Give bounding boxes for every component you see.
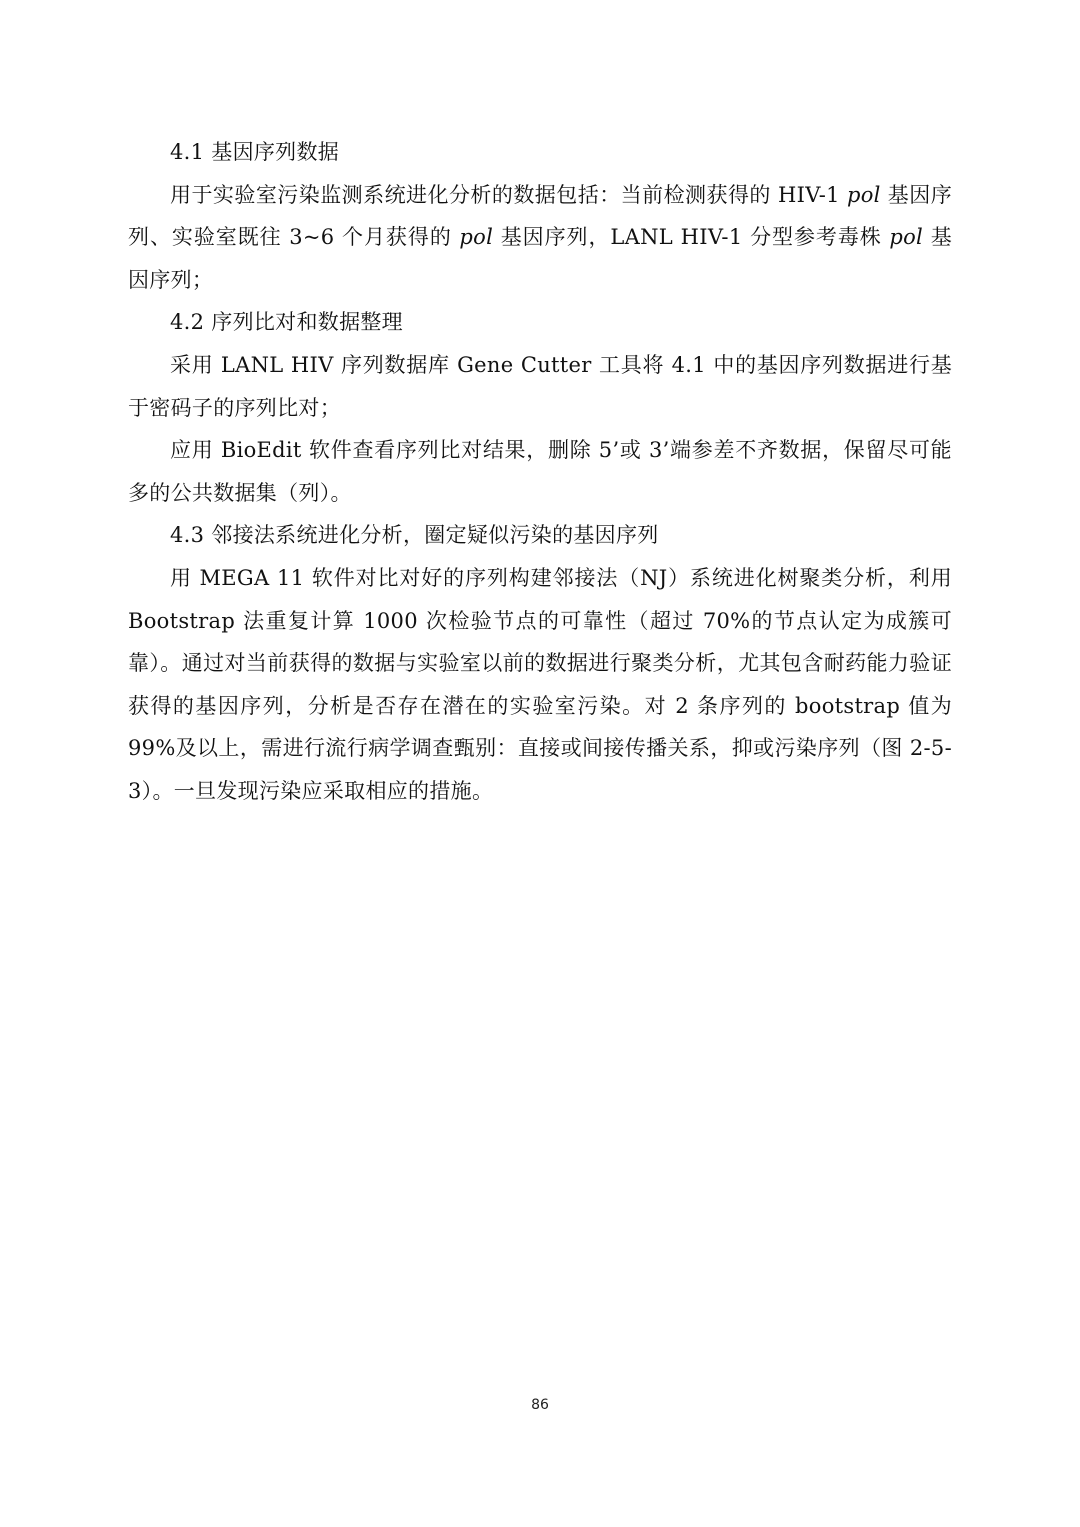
document-body <box>128 131 952 813</box>
body-paragraph <box>128 174 952 302</box>
body-paragraph <box>128 557 952 813</box>
text-segment: 用于实验室污染监测系统进化分析的数据包括：当前检测获得的 HIV-1 <box>170 182 847 207</box>
text-segment: 基因序列、实验室既往 3~6 个月获得的 <box>128 182 953 250</box>
text-segment: 用 MEGA 11 软件对比对好的序列构建邻接法（NJ）系统进化树聚类分析，利用 Bootstrap 法重复计算 1000 次检验节点的可靠性（超过 70%的节点认定为成簇可靠）。通过对当前获得的数据与实验室以前的数据进行聚类分析，尤其包含耐药能力验证获得的基因序列，分析是否存在潜在的实验室污染。对 2 条序列的 bootstrap 值为 99%及以上，需进行流行病学调查甄别：直接或间接传播关系，抑或污染序列（图 2-5-3）。一旦发现污染应采取相应的措施。 <box>128 565 952 803</box>
body-paragraph <box>128 429 952 514</box>
text-segment: 采用 LANL HIV 序列数据库 Gene Cutter 工具将 4.1 中的基因序列数据进行基于密码子的序列比对； <box>128 352 952 420</box>
text-segment: 4.2 序列比对和数据整理 <box>170 310 403 335</box>
text-segment: 基因序列； <box>128 225 952 292</box>
page-number: 86 <box>531 1397 549 1413</box>
text-segment: 应用 BioEdit 软件查看序列比对结果，删除 5’或 3’端参差不齐数据，保留尽可能多的公共数据集（列）。 <box>128 438 952 505</box>
text-segment: 4.1 基因序列数据 <box>170 140 340 164</box>
italic-term: pol <box>889 225 924 250</box>
body-paragraph <box>128 344 952 429</box>
text-segment: 4.3 邻接法系统进化分析，圈定疑似污染的基因序列 <box>170 523 659 548</box>
italic-term: pol <box>846 182 881 207</box>
italic-term: pol <box>459 225 494 250</box>
section-heading <box>128 514 952 557</box>
section-heading <box>128 301 952 344</box>
section-heading <box>128 131 952 174</box>
text-segment: 基因序列，LANL HIV-1 分型参考毒株 <box>493 225 890 250</box>
